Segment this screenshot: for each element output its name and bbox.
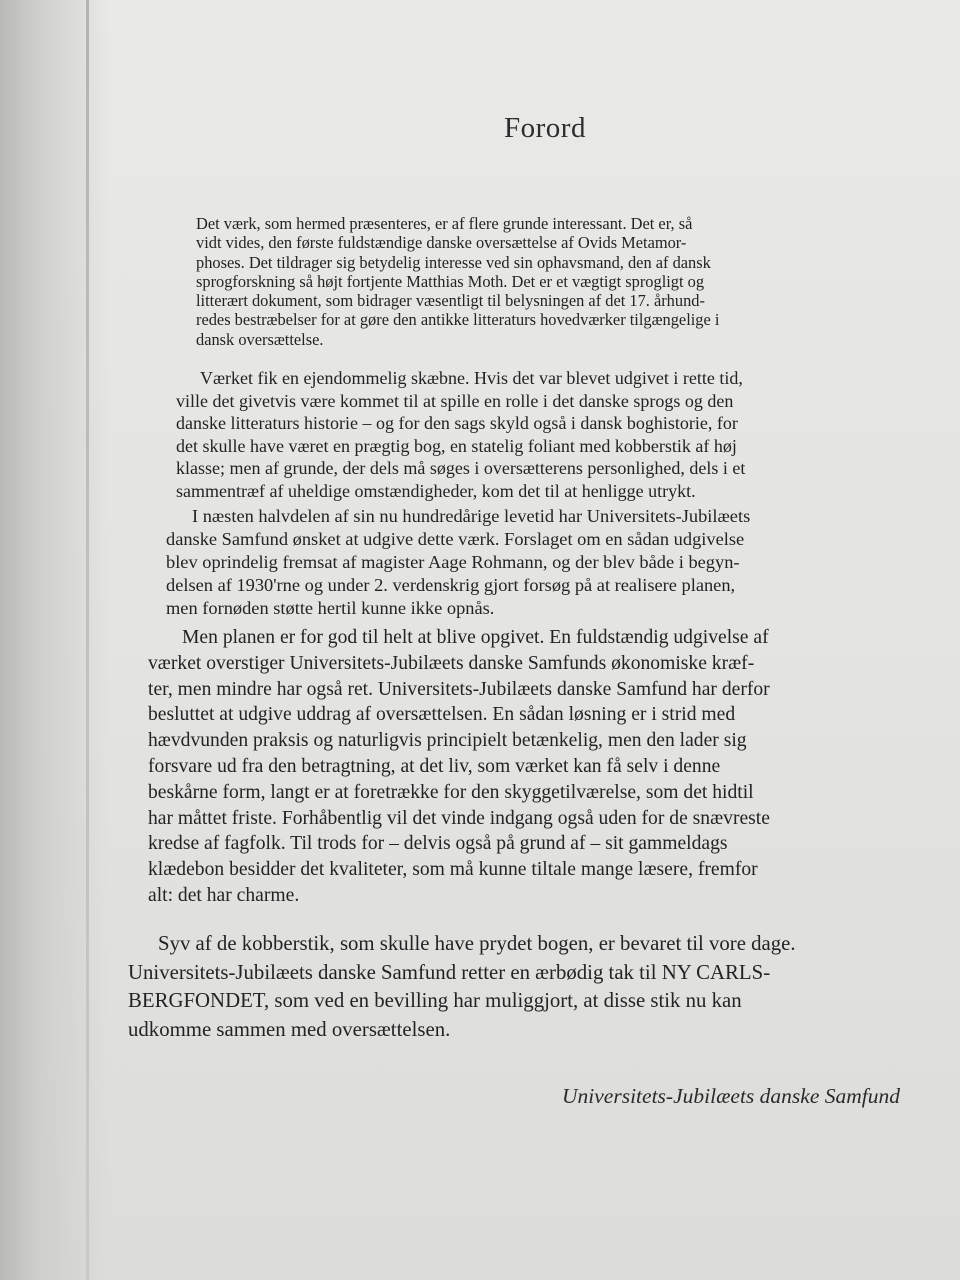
text-line: værket overstiger Universitets-Jubilæets danske Samfunds økonomiske kræf-	[148, 652, 755, 674]
text-line: men fornøden støtte hertil kunne ikke opnås.	[166, 598, 495, 618]
text-line: udkomme sammen med oversættelsen.	[128, 1017, 451, 1041]
text-line: blev oprindelig fremsat af magister Aage Rohmann, og der blev både i begyn-	[166, 552, 740, 572]
text-line: det skulle have været en prægtig bog, en statelig foliant med kobberstik af høj	[176, 435, 737, 456]
paragraph-5	[128, 930, 904, 1044]
paragraph-4	[148, 625, 888, 909]
text-line: litterært dokument, som bidrager væsentligt til belysningen af det 17. århund-	[196, 291, 705, 311]
text-line: klasse; men af grunde, der dels må søges i oversætterens personlighed, dels i et	[176, 458, 746, 479]
text-line: danske litteraturs historie – og for den sags skyld også i dansk boghistorie, for	[176, 413, 738, 434]
text-line: sprogforskning så højt fortjente Matthias Moth. Det er et vægtigt sprogligt og	[196, 271, 705, 291]
paragraph-3	[166, 505, 866, 620]
text-line: forsvare ud fra den betragtning, at det liv, som værket kan få selv i denne	[148, 755, 721, 777]
paragraph-2	[176, 367, 856, 503]
text-line: Syv af de kobberstik, som skulle have prydet bogen, er bevaret til vore dage.	[158, 932, 796, 955]
text-line: har måttet friste. Forhåbentlig vil det vinde indgang også uden for de snævreste	[148, 807, 770, 829]
text-line: ter, men mindre har også ret. Universitets-Jubilæets danske Samfund har derfor	[148, 678, 770, 700]
text-line: Men planen er for god til helt at blive opgivet. En fuldstændig udgivelse af	[182, 627, 769, 648]
text-line: Det værk, som hermed præsenteres, er af flere grunde interessant. Det er, så	[196, 214, 693, 233]
page-title: Forord	[504, 112, 586, 144]
text-line: delsen af 1930'rne og under 2. verdenskrig gjort forsøg på at realisere planen,	[166, 575, 736, 595]
text-line: vidt vides, den første fuldstændige danske oversættelse af Ovids Metamor-	[196, 233, 687, 253]
text-line: sammentræf af uheldige omstændigheder, kom det til at henligge utrykt.	[176, 480, 696, 501]
text-line: Værket fik en ejendommelig skæbne. Hvis det var blevet udgivet i rette tid,	[200, 368, 743, 388]
page-gutter	[86, 0, 89, 1280]
text-line: phoses. Det tildrager sig betydelig interesse ved sin ophavsmand, den af dansk	[196, 252, 711, 272]
text-line: BERGFONDET, som ved en bevilling har muliggjort, at disse stik nu kan	[128, 989, 742, 1012]
text-line: alt: det har charme.	[148, 884, 300, 906]
text-line: I næsten halvdelen af sin nu hundredårige levetid har Universitets-Jubilæets	[192, 506, 751, 526]
text-line: klædebon besidder det kvaliteter, som må kunne tiltale mange læsere, fremfor	[148, 859, 758, 881]
spine-shadow	[0, 0, 110, 1280]
text-line: beskårne form, langt er at foretrække for den skyggetilværelse, som det hidtil	[148, 781, 754, 803]
signature: Universitets-Jubilæets danske Samfund	[562, 1084, 900, 1108]
paragraph-1	[196, 214, 836, 349]
text-line: dansk oversættelse.	[196, 329, 324, 349]
text-line: kredse af fagfolk. Til trods for – delvis også på grund af – sit gammeldags	[148, 833, 728, 855]
text-line: ville det givetvis være kommet til at spille en rolle i det danske sprogs og den	[176, 390, 734, 411]
text-line: hævdvunden praksis og naturligvis principielt betænkelig, men den lader sig	[148, 730, 747, 752]
text-line: Universitets-Jubilæets danske Samfund retter en ærbødig tak til NY CARLS-	[128, 960, 771, 984]
text-line: besluttet at udgive uddrag af oversættelsen. En sådan løsning er i strid med	[148, 704, 736, 726]
text-line: danske Samfund ønsket at udgive dette værk. Forslaget om en sådan udgivelse	[166, 529, 745, 549]
text-line: redes bestræbelser for at gøre den antikke litteraturs hovedværker tilgængelige i	[196, 310, 720, 330]
